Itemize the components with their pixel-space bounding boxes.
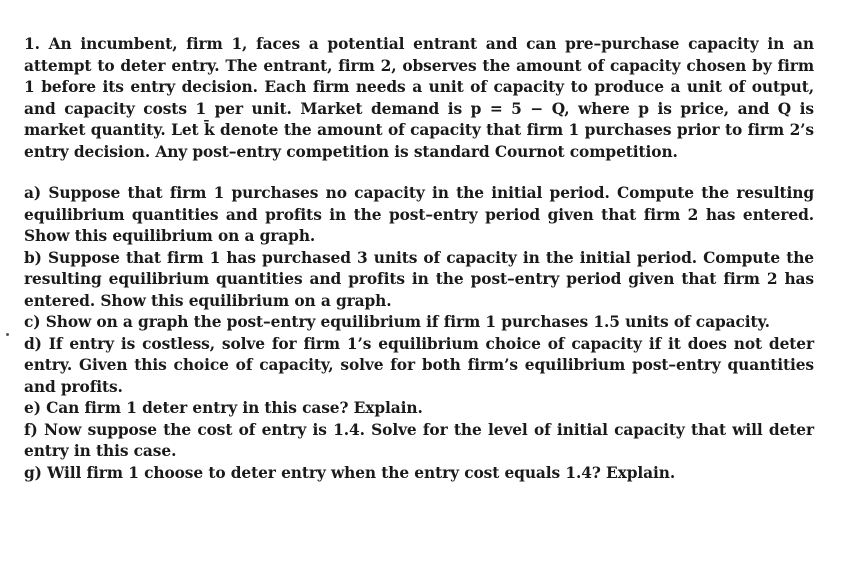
problem-stem xyxy=(24,34,814,163)
part-text: Will firm 1 choose to deter entry when the entry cost equals 1.4? Explain. xyxy=(47,463,676,482)
part-b xyxy=(24,248,814,313)
part-c xyxy=(24,312,814,334)
part-e xyxy=(24,398,814,420)
part-label: b) xyxy=(24,248,42,267)
part-label: d) xyxy=(24,334,42,353)
part-label: f) xyxy=(24,420,38,439)
part-text: Suppose that firm 1 has purchased 3 units of capacity in the initial period. Compute the resulting equilibrium quantities and profits in the post–entry period given that firm 2 has entered. Show this equilibrium on a graph. xyxy=(24,248,814,310)
problem-stem-text: An incumbent, firm 1, faces a potential entrant and can pre–purchase capacity in an attempt to deter entry. The entrant, firm 2, observes the amount of capacity chosen by firm 1 before its entry decision. Each firm needs a unit of capacity to produce a unit of output, and capacity costs 1 per unit. Market demand is p = 5 − Q, where p is price, and Q is market quantity. Let k̄ denote the amount of capacity that firm 1 purchases prior to firm 2’s entry decision. Any post–entry competition is standard Cournot competition. xyxy=(24,35,814,161)
part-a xyxy=(24,183,814,248)
part-text: Show on a graph the post–entry equilibrium if firm 1 purchases 1.5 units of capacity. xyxy=(45,313,770,331)
part-label: a) xyxy=(24,184,42,202)
part-text: Now suppose the cost of entry is 1.4. Solve for the level of initial capacity that will deter entry in this case. xyxy=(24,420,814,460)
part-f xyxy=(24,420,814,463)
part-d xyxy=(24,334,814,399)
problem-parts xyxy=(24,183,814,484)
part-text: If entry is costless, solve for firm 1’s equilibrium choice of capacity if it does not deter entry. Given this choice of capacity, solve for both firm’s equilibrium post–entry quantities and profits. xyxy=(24,334,814,396)
problem-number: 1. xyxy=(24,35,40,53)
part-label: e) xyxy=(24,399,41,417)
problem-1 xyxy=(24,34,814,484)
part-g xyxy=(24,463,814,485)
margin-dot xyxy=(6,333,9,336)
part-label: g) xyxy=(24,463,42,482)
part-text: Suppose that firm 1 purchases no capacity in the initial period. Compute the resulting equilibrium quantities and profits in the post–entry period given that firm 2 has entered. Show this equilibrium on a graph. xyxy=(24,184,814,245)
part-label: c) xyxy=(24,313,41,331)
part-text: Can firm 1 deter entry in this case? Explain. xyxy=(46,399,423,417)
